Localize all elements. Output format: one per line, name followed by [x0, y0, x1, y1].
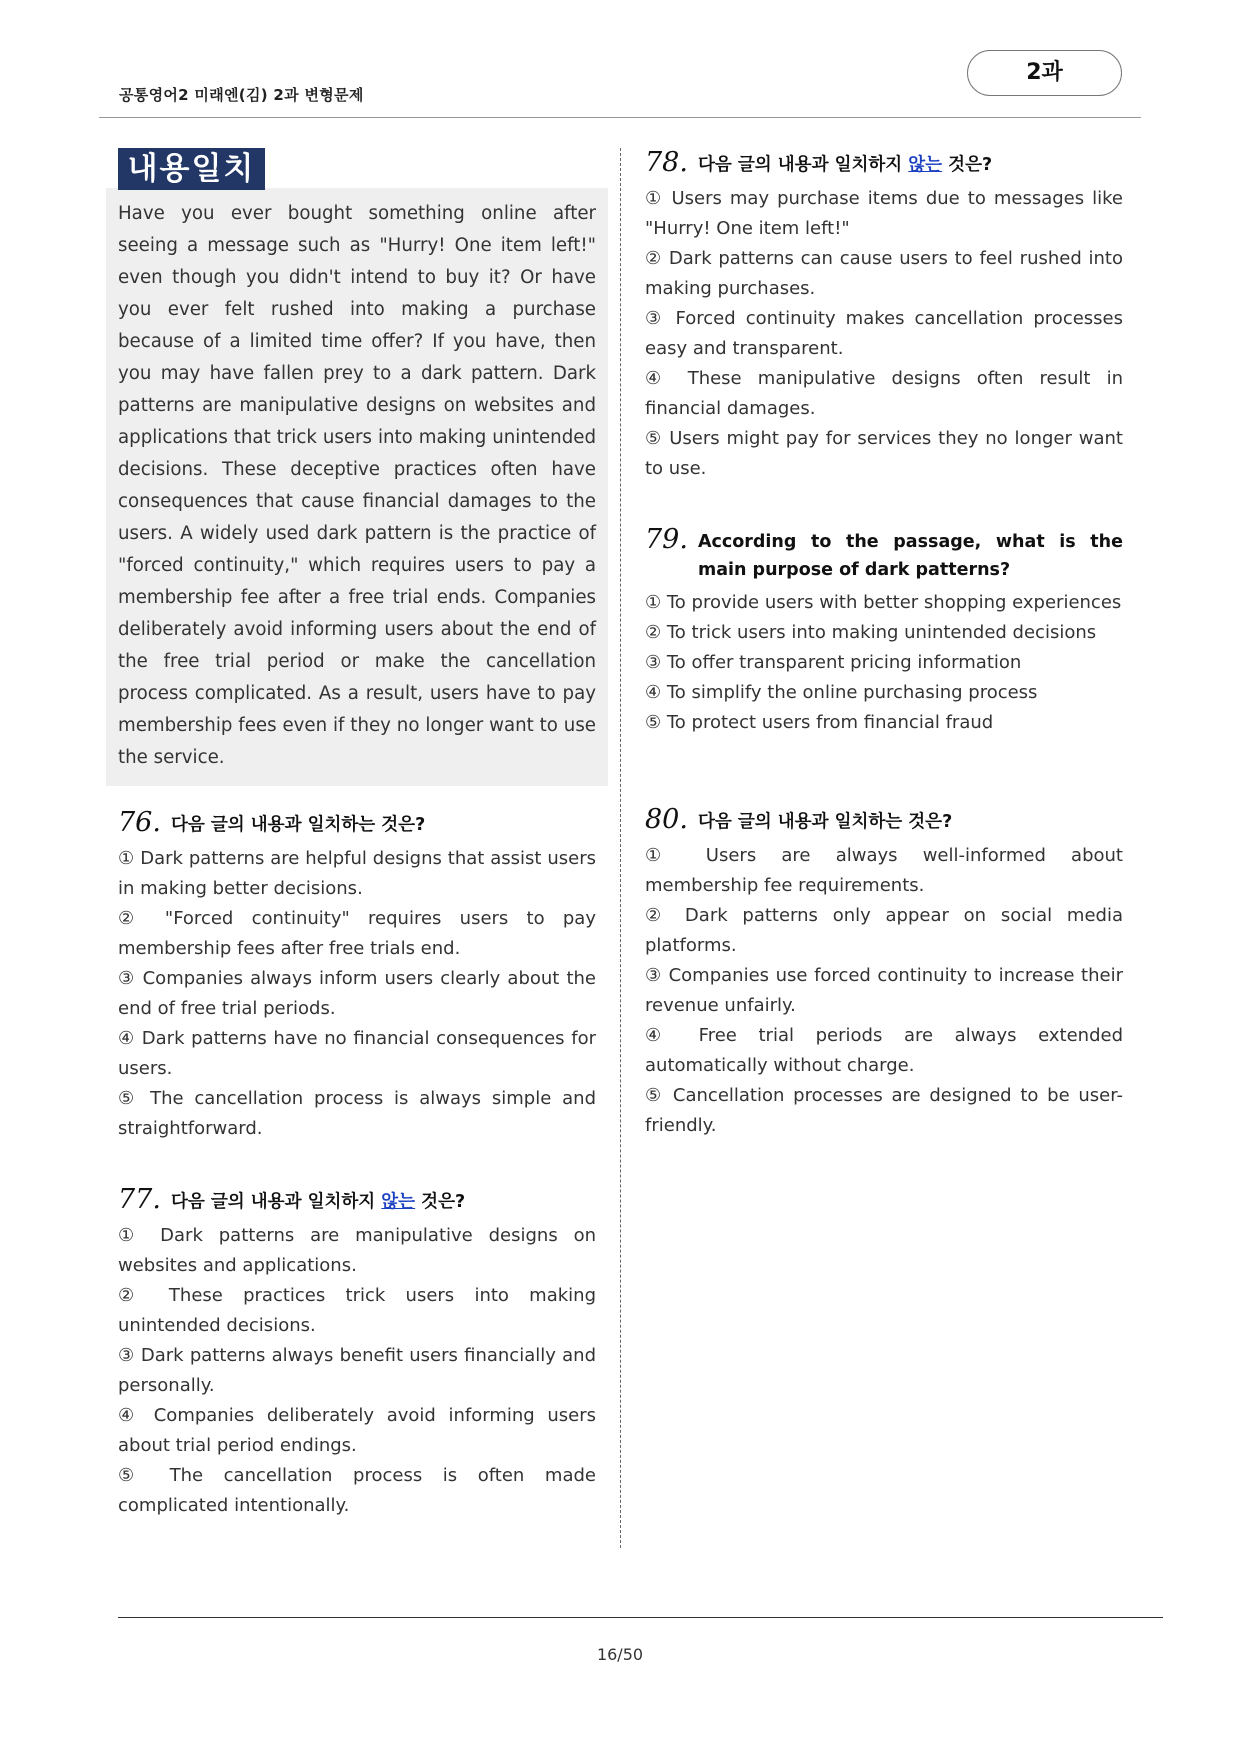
prompt-text: 다음 글의 내용과 일치하지 — [697, 155, 909, 175]
answer-choice: ⑤ Users might pay for services they no longer want to use. — [645, 428, 1123, 479]
reading-passage: Have you ever bought something online after seeing a message such as "Hurry! One item left!" even though you didn't intend to buy it? Or have you ever felt rushed into making a purchase because of a limited time offer? If you have, then you may have fallen prey to a dark pattern. Dark patterns are manipulative designs on websites and applications that trick users into making unintended decisions. These deceptive practices often have consequences that cause financial damages to the users. A widely used dark pattern is the practice of "forced continuity," which requires users to pay a membership fee after a free trial ends. Companies deliberately avoid informing users about the end of the free trial period or make the cancellation process complicated. As a result, users have to pay membership fees even if they no longer want to use the service. — [118, 203, 596, 768]
answer-choice: ② Dark patterns can cause users to feel rushed into making purchases. — [645, 248, 1123, 299]
question-number: 80. — [645, 804, 688, 835]
lesson-badge: 2과 — [967, 50, 1122, 96]
answer-choice: ③ Forced continuity makes cancellation processes easy and transparent. — [645, 308, 1123, 359]
answer-choice: ① Users may purchase items due to messages like "Hurry! One item left!" — [645, 188, 1123, 239]
answer-choice: ② "Forced continuity" requires users to pay membership fees after free trials end. — [118, 908, 596, 959]
question-78 — [645, 146, 1123, 484]
column-divider — [620, 148, 621, 1548]
header-divider — [99, 117, 1141, 118]
answer-choice: ③ To offer transparent pricing information — [645, 652, 1022, 673]
page-number: 16/50 — [596, 1645, 644, 1664]
answer-choice: ③ Companies always inform users clearly about the end of free trial periods. — [118, 968, 596, 1019]
question-number: 76. — [118, 807, 161, 838]
answer-choice: ① Dark patterns are manipulative designs on websites and applications. — [118, 1225, 596, 1276]
document-header-title: 공통영어2 미래엔(김) 2과 변형문제 — [119, 86, 364, 104]
answer-choice: ④ To simplify the online purchasing process — [645, 682, 1038, 703]
question-77 — [118, 1183, 596, 1521]
question-79 — [645, 523, 1123, 738]
prompt-text: 다음 글의 내용과 일치하지 — [170, 1192, 382, 1212]
answer-choice: ⑤ The cancellation process is always simple and straightforward. — [118, 1088, 596, 1139]
answer-choice: ③ Companies use forced continuity to increase their revenue unfairly. — [645, 965, 1123, 1016]
answer-choice: ⑤ Cancellation processes are designed to be user-friendly. — [645, 1085, 1123, 1136]
answer-choice: ① To provide users with better shopping experiences — [645, 592, 1122, 613]
question-prompt: 다음 글의 내용과 일치하는 것은? — [170, 815, 426, 835]
question-number: 77. — [118, 1184, 161, 1215]
answer-choice: ④ These manipulative designs often result in financial damages. — [645, 368, 1123, 419]
answer-choice: ② Dark patterns only appear on social media platforms. — [645, 905, 1123, 956]
question-76 — [118, 806, 596, 1144]
answer-choice: ② To trick users into making unintended decisions — [645, 622, 1097, 643]
answer-choice: ⑤ The cancellation process is often made complicated intentionally. — [118, 1465, 596, 1516]
question-prompt: According to the passage, what is the main purpose of dark patterns? — [697, 532, 1123, 580]
question-number: 78. — [645, 147, 688, 178]
question-prompt — [698, 146, 992, 179]
footer-divider — [118, 1617, 1163, 1618]
question-prompt: 다음 글의 내용과 일치하는 것은? — [697, 812, 953, 832]
question-prompt — [171, 1183, 465, 1216]
answer-choice: ④ Free trial periods are always extended automatically without charge. — [645, 1025, 1123, 1076]
answer-choice: ④ Companies deliberately avoid informing users about trial period endings. — [118, 1405, 596, 1456]
emphasized-word: 않는 — [381, 1192, 416, 1212]
answer-choice: ③ Dark patterns always benefit users financially and personally. — [118, 1345, 596, 1396]
prompt-text: 것은? — [415, 1192, 466, 1212]
question-number: 79. — [645, 524, 688, 555]
section-title: 내용일치 — [118, 148, 265, 190]
answer-choice: ② These practices trick users into making unintended decisions. — [118, 1285, 596, 1336]
answer-choice: ① Dark patterns are helpful designs that assist users in making better decisions. — [118, 848, 596, 899]
answer-choice: ⑤ To protect users from financial fraud — [645, 712, 994, 733]
answer-choice: ④ Dark patterns have no financial consequences for users. — [118, 1028, 596, 1079]
emphasized-word: 않는 — [908, 155, 943, 175]
question-80 — [645, 803, 1123, 1141]
prompt-text: 것은? — [942, 155, 993, 175]
answer-choice: ① Users are always well-informed about membership fee requirements. — [645, 845, 1123, 896]
